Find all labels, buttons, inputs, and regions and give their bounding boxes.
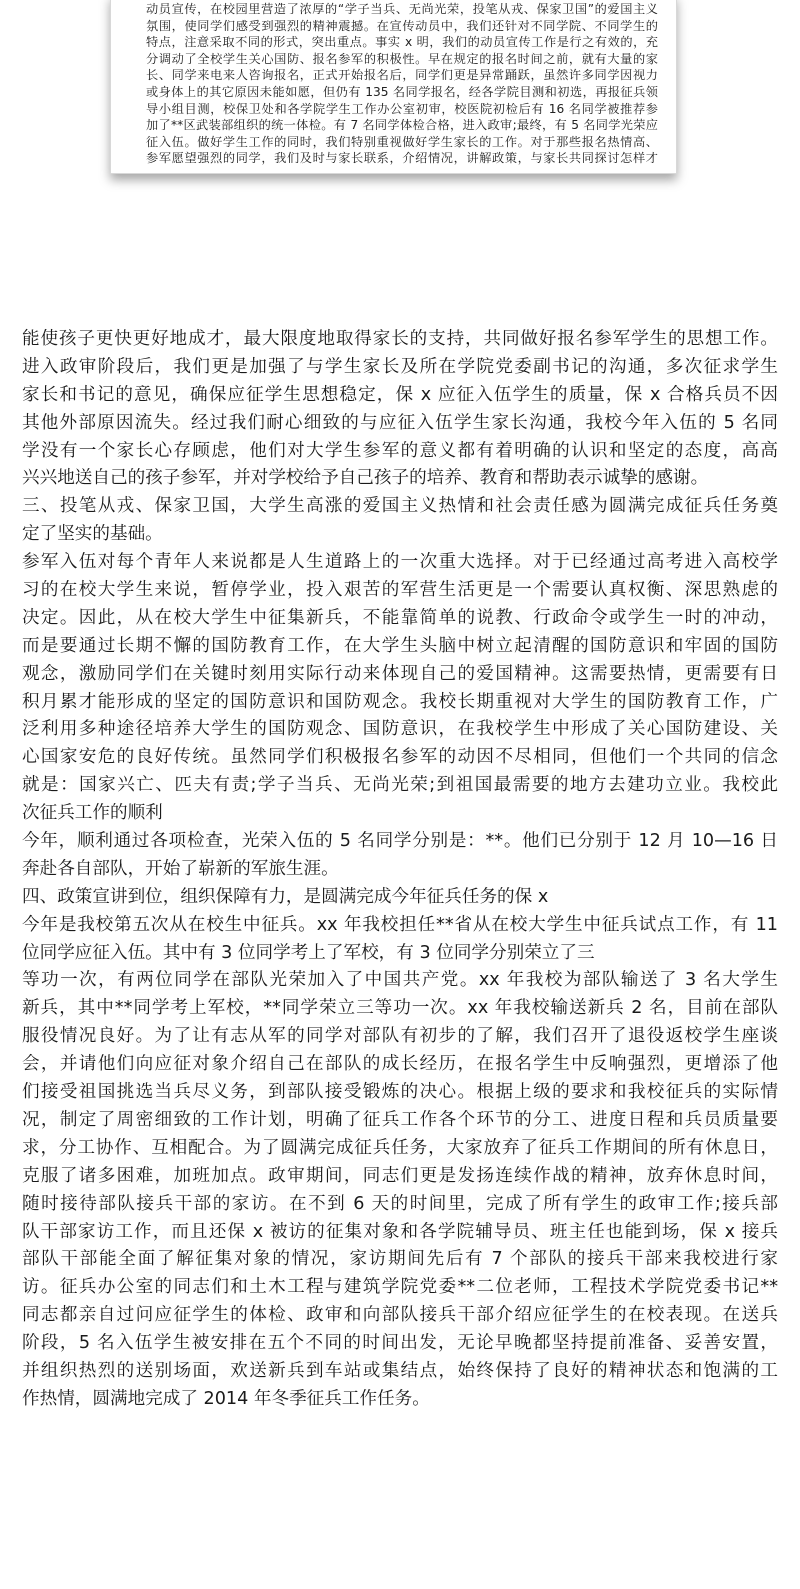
- body-text-line: 访。征兵办公室的同志们和土木工程与建筑学院党委**二位老师，工程技术学院党委书记**: [22, 1277, 778, 1298]
- body-text-line: 并组织热烈的送别场面，欢送新兵到车站或集结点，始终保持了良好的精神状态和饱满的工: [22, 1360, 778, 1381]
- preview-text-line: 导小组目测，校保卫处和各学院学生工作办公室初审，校医院初检后有 16 名同学被推荐参: [146, 101, 658, 116]
- preview-text-line: 长、同学来电来人咨询报名，正式开始报名后，同学们更是异常踊跃，虽然许多同学因视力: [146, 68, 658, 83]
- preview-text-line: 特点，注意采取不同的形式，突出重点。事实 x 明，我们的动员宣传工作是行之有效的，充: [146, 35, 658, 50]
- body-text-line: 服役情况良好。为了让有志从军的同学对部队有初步的了解，我们召开了退役返校学生座谈: [22, 1026, 778, 1047]
- body-text-line: 部队干部能全面了解征集对象的情况，家访期间先后有 7 个部队的接兵干部来我校进行家: [22, 1249, 778, 1270]
- body-text-line: 求，分工协作、互相配合。为了圆满完成征兵任务，大家放弃了征兵工作期间的所有休息日，: [22, 1137, 778, 1158]
- body-text-line: 三、投笔从戎、保家卫国，大学生高涨的爱国主义热情和社会责任感为圆满完成征兵任务奠: [22, 496, 778, 517]
- body-text-line: 次征兵工作的顺利: [22, 803, 163, 824]
- body-text-line: 进入政审阶段后，我们更是加强了与学生家长及所在学院党委副书记的沟通，多次征求学生: [22, 356, 778, 377]
- body-text-line: 兴兴地送自己的孩子参军，并对学校给予自己孩子的培养、教育和帮助表示诚挚的感谢。: [22, 468, 709, 489]
- body-text-line: 队干部家访工作，而且还保 x 被访的征集对象和各学院辅导员、班主任也能到场，保 x 接兵: [22, 1221, 778, 1242]
- preview-text-line: 或身体上的其它原因未能如愿，但仍有 135 名同学报名，经各学院目测和初选，再报征兵领: [146, 84, 658, 99]
- body-text-line: 心国家安危的良好传统。虽然同学们积极报名参军的动因不尽相同，但他们一个共同的信念: [22, 747, 778, 768]
- body-text-line: 四、政策宣讲到位，组织保障有力，是圆满完成今年征兵任务的保 x: [22, 886, 549, 907]
- body-text-line: 学没有一个家长心存顾虑，他们对大学生参军的意义都有着明确的认识和坚定的态度，高高: [22, 440, 778, 461]
- body-text-line: 同志都亲自过问应征学生的体检、政审和向部队接兵干部介绍应征学生的在校表现。在送兵: [22, 1305, 778, 1326]
- preview-text-line: 征入伍。做好学生工作的同时，我们特别重视做好学生家长的工作。对于那些报名热情高、: [146, 134, 658, 149]
- body-text-line: 观念，激励同学们在关键时刻用实际行动来体现自己的爱国精神。这需要热情，更需要有日: [22, 663, 778, 684]
- document-page-preview: [110, 0, 677, 174]
- body-text-line: 习的在校大学生来说，暂停学业，投入艰苦的军营生活更是一个需要认真权衡、深思熟虑的: [22, 580, 778, 601]
- body-text-line: 而是要通过长期不懈的国防教育工作，在大学生头脑中树立起清醒的国防意识和牢固的国防: [22, 635, 778, 656]
- preview-text-line: 氛围，使同学们感受到强烈的精神震撼。在宣传动员中，我们还针对不同学院、不同学生的: [146, 18, 658, 33]
- body-text-line: 其他外部原因流失。经过我们耐心细致的与应征入伍学生家长沟通，我校今年入伍的 5 名同: [22, 412, 778, 433]
- body-text-line: 就是：国家兴亡、匹夫有责;学子当兵、无尚光荣;到祖国最需要的地方去建功立业。我校此: [22, 775, 778, 796]
- preview-text-line: 加了**区武装部组织的统一体检。有 7 名同学体检合格，进入政审;最终，有 5 名同学光荣应: [146, 118, 658, 133]
- body-text-line: 阶段，5 名入伍学生被安排在五个不同的时间出发，无论早晚都坚持提前准备、妥善安置，: [22, 1333, 778, 1354]
- preview-text-line: 分调动了全校学生关心国防、报名参军的积极性。早在规定的报名时间之前，就有大量的家: [146, 51, 658, 66]
- body-text-line: 奔赴各自部队，开始了崭新的军旅生涯。: [22, 858, 339, 879]
- body-text-line: 参军入伍对每个青年人来说都是人生道路上的一次重大选择。对于已经通过高考进入高校学: [22, 552, 778, 573]
- body-text-line: 随时接待部队接兵干部的家访。在不到 6 天的时间里，完成了所有学生的政审工作;接兵部: [22, 1193, 778, 1214]
- body-text-line: 位同学应征入伍。其中有 3 位同学考上了军校，有 3 位同学分别荣立了三: [22, 942, 595, 963]
- body-text-line: 等功一次，有两位同学在部队光荣加入了中国共产党。xx 年我校为部队输送了 3 名大学生: [22, 970, 778, 991]
- preview-text-line: 动员宣传，在校园里营造了浓厚的“学子当兵、无尚光荣，投笔从戎、保家卫国”的爱国主义: [146, 2, 658, 16]
- body-text-line: 作热情，圆满地完成了 2014 年冬季征兵工作任务。: [22, 1388, 430, 1409]
- body-text-line: 们接受祖国挑选当兵尽义务，到部队接受锻炼的决心。根据上级的要求和我校征兵的实际情: [22, 1082, 778, 1103]
- body-text-line: 能使孩子更快更好地成才，最大限度地取得家长的支持，共同做好报名参军学生的思想工作。: [22, 329, 778, 349]
- body-text-line: 家长和书记的意见，确保应征学生思想稳定，保 x 应征入伍学生的质量，保 x 合格兵员不因: [22, 384, 778, 405]
- body-text-line: 克服了诸多困难，加班加点。政审期间，同志们更是发扬连续作战的精神，放弃休息时间，: [22, 1165, 778, 1186]
- body-text-line: 决定。因此，从在校大学生中征集新兵，不能靠简单的说教、行政命令或学生一时的冲动，: [22, 607, 778, 628]
- body-text-line: 今年是我校第五次从在校生中征兵。xx 年我校担任**省从在校大学生中征兵试点工作，有 11: [22, 914, 778, 935]
- body-text-line: 新兵，其中**同学考上军校，**同学荣立三等功一次。xx 年我校输送新兵 2 名，目前在部队: [22, 998, 778, 1019]
- body-text-line: 况，制定了周密细致的工作计划，明确了征兵工作各个环节的分工、进度日程和兵员质量要: [22, 1109, 778, 1130]
- body-text-line: 会，并请他们向应征对象介绍自己在部队的成长经历，在报名学生中反响强烈，更增添了他: [22, 1054, 778, 1075]
- body-text-line: 积月累才能形成的坚定的国防意识和国防观念。我校长期重视对大学生的国防教育工作，广: [22, 691, 778, 712]
- preview-page-text: [146, 1, 658, 167]
- body-text-line: 今年，顺利通过各项检查，光荣入伍的 5 名同学分别是：**。他们已分别于 12 月 10—16 日: [22, 831, 778, 852]
- preview-text-line: 参军愿望强烈的同学，我们及时与家长联系，介绍情况，讲解政策，与家长共同探讨怎样才: [146, 151, 658, 166]
- body-text-line: 定了坚实的基础。: [22, 524, 163, 545]
- document-body: [22, 326, 778, 1414]
- body-text-line: 泛利用多种途径培养大学生的国防观念、国防意识，在我校学生中形成了关心国防建设、关: [22, 719, 778, 740]
